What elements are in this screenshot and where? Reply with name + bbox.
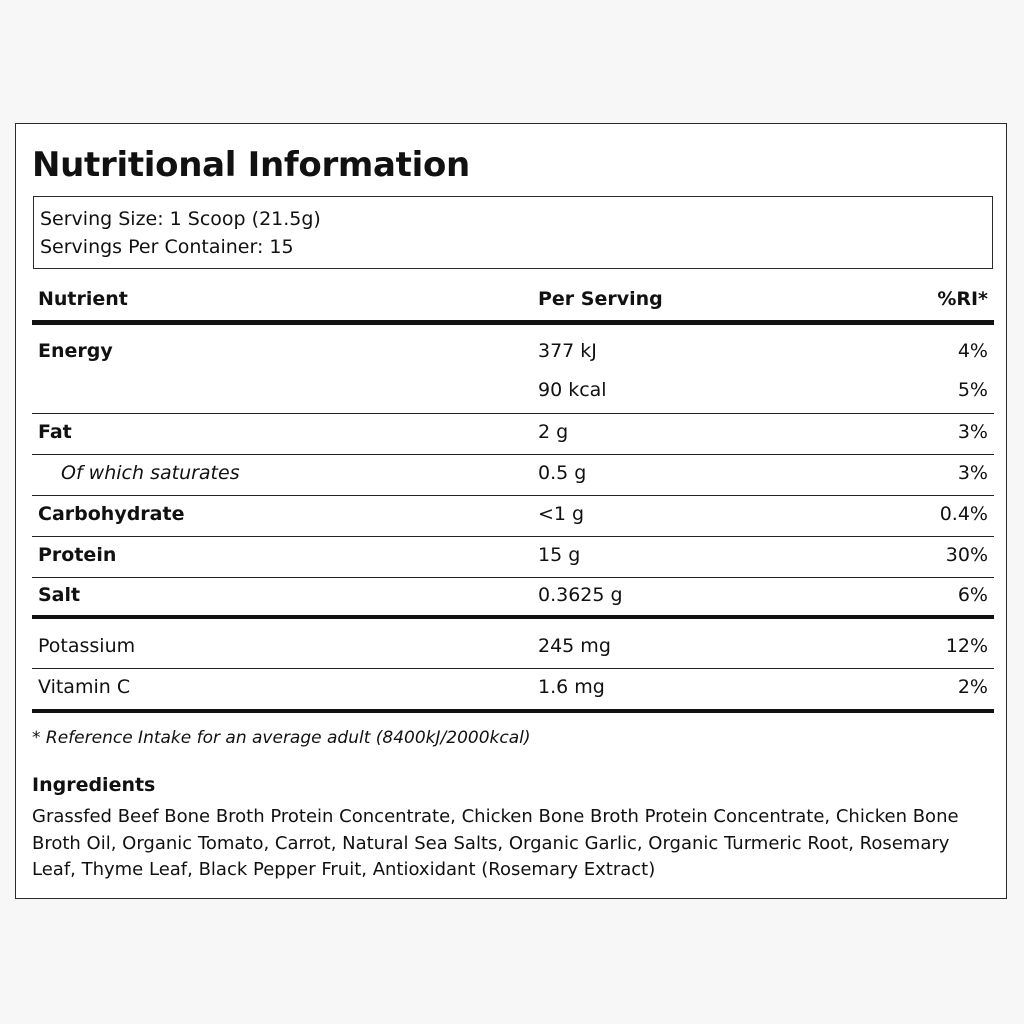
table-row-potassium — [32, 619, 994, 669]
nutrient-name: Salt — [38, 584, 81, 606]
serving-info-box — [33, 196, 993, 269]
nutrient-name: Fat — [38, 421, 72, 443]
table-row-protein — [32, 537, 994, 578]
servings-per-container: Servings Per Container: 15 — [40, 236, 294, 258]
nutrient-value: 2 g — [538, 421, 569, 443]
nutrient-value: <1 g — [538, 503, 585, 525]
nutrient-ri: 3% — [957, 462, 988, 484]
energy-kj: 377 kJ — [538, 340, 597, 362]
reference-intake-footnote: * Reference Intake for an average adult (8400kJ/2000kcal) — [32, 728, 531, 748]
nutrient-ri: 12% — [945, 635, 988, 657]
table-header — [32, 284, 994, 325]
nutrition-label — [15, 123, 1007, 899]
nutrition-table — [32, 284, 994, 713]
table-row-carbohydrate — [32, 496, 994, 537]
nutrient-name: Of which saturates — [61, 462, 240, 484]
table-row-energy — [32, 325, 994, 414]
table-row-fat — [32, 414, 994, 455]
nutrient-value: 1.6 mg — [538, 676, 605, 698]
energy-kj-ri: 4% — [957, 340, 988, 362]
nutrient-value: 15 g — [538, 544, 581, 566]
nutrient-value: 0.3625 g — [538, 584, 623, 606]
ingredients-text: Grassfed Beef Bone Broth Protein Concentrate, Chicken Bone Broth Protein Concentrate, Chicken Bone Broth Oil, Organic Tomato, Carrot, Natural Sea Salts, Organic Garlic, Organic Turmeric Root, Rosemary Leaf, Thyme Leaf, Black Pepper Fruit, Antioxidant (Rosemary Extract) — [32, 806, 959, 880]
header-ri: %RI* — [937, 288, 988, 310]
nutrient-value: 245 mg — [538, 635, 611, 657]
energy-kcal: 90 kcal — [538, 379, 607, 401]
header-nutrient: Nutrient — [38, 288, 128, 310]
nutrient-ri: 2% — [957, 676, 988, 698]
nutrient-name: Potassium — [38, 635, 136, 657]
serving-size: Serving Size: 1 Scoop (21.5g) — [40, 208, 321, 230]
nutrient-name: Vitamin C — [38, 676, 131, 698]
nutrient-ri: 0.4% — [939, 503, 988, 525]
table-row-salt — [32, 578, 994, 619]
nutrient-ri: 3% — [957, 421, 988, 443]
page-title: Nutritional Information — [32, 145, 470, 185]
nutrient-name: Protein — [38, 544, 117, 566]
nutrient-ri: 30% — [945, 544, 988, 566]
nutrient-value: 0.5 g — [538, 462, 587, 484]
table-row-vitamin-c — [32, 669, 994, 713]
nutrient-name: Energy — [38, 340, 113, 362]
nutrient-name: Carbohydrate — [38, 503, 185, 525]
nutrient-ri: 6% — [957, 584, 988, 606]
table-row-saturates — [32, 455, 994, 496]
header-per-serving: Per Serving — [538, 288, 663, 310]
energy-kcal-ri: 5% — [957, 379, 988, 401]
ingredients-heading: Ingredients — [32, 774, 156, 796]
